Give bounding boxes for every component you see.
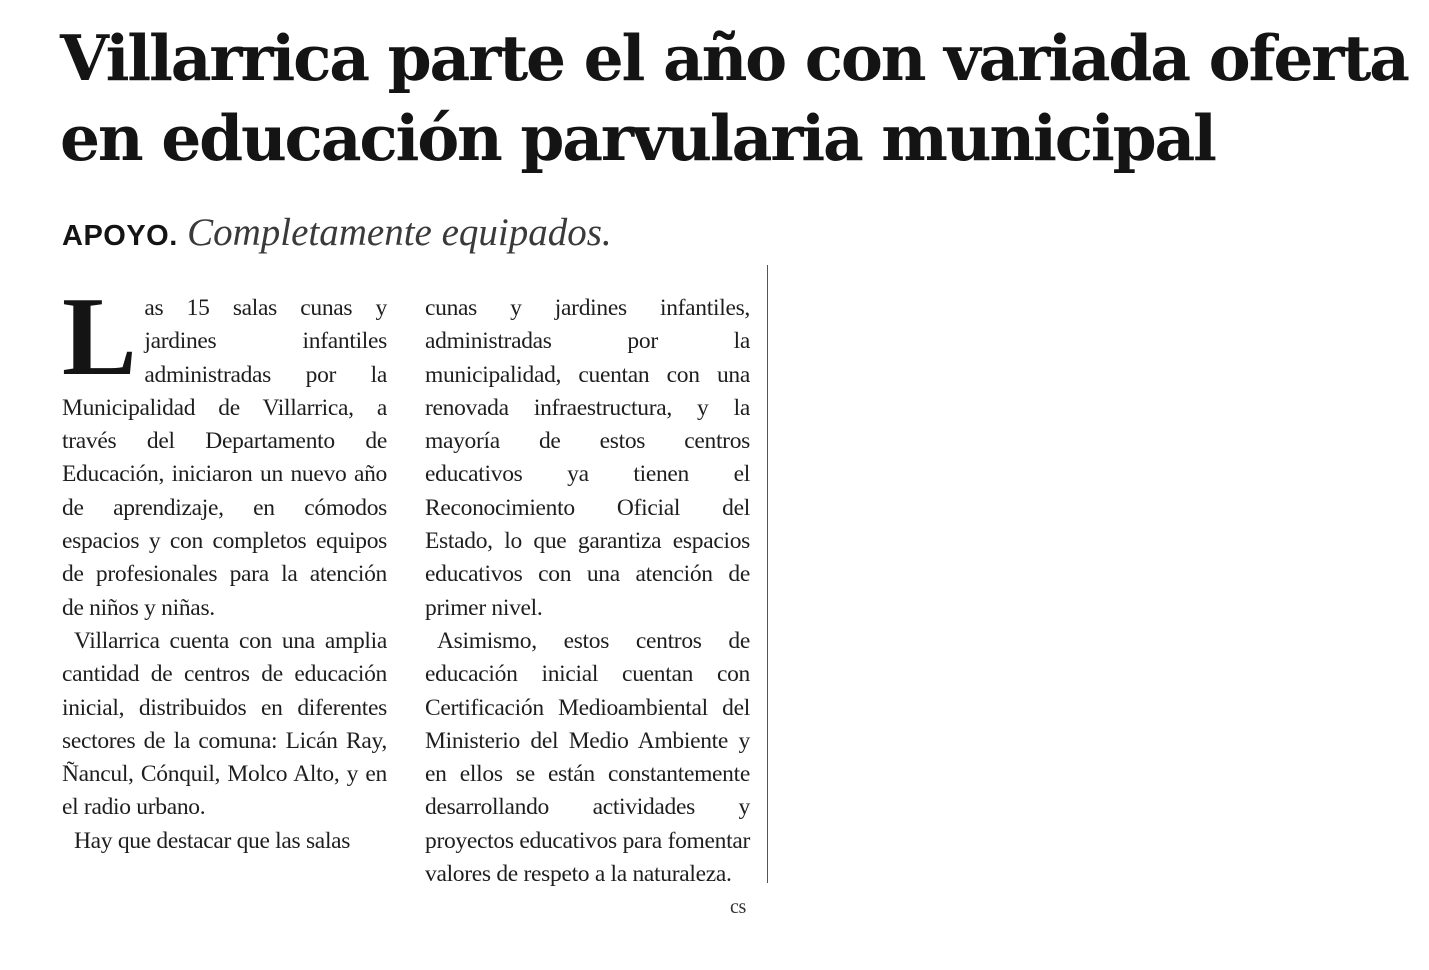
drop-cap: L — [62, 275, 137, 399]
column-divider — [767, 265, 768, 883]
headline-line-2: en educación parvularia municipal — [60, 101, 1215, 175]
paragraph-text: as 15 salas cunas y jardines infantiles administradas por la Municipalidad de Villarrica, a través del Departamento de Educación, iniciaron un nuevo año de aprendizaje, en cómodos espacios y con completos equipos de profesionales para la atención de niños y niñas. — [62, 295, 387, 621]
headline-line-1: Villarrica parte el año con variada oferta — [60, 21, 1408, 95]
article-column-2 — [425, 292, 750, 925]
kicker — [62, 208, 612, 261]
paragraph: Hay que destacar que las salas — [74, 827, 351, 854]
paragraph: cunas y jardines infantiles, administradas por la municipalidad, cuentan con una renovada infraestructura, y la mayoría de estos centros educativos ya tienen el Reconocimiento Oficial del Estado, lo que garantiza espacios educativos con una atención de primer nivel. — [425, 295, 750, 621]
end-of-article-mark: cs — [729, 896, 746, 919]
article-column-1 — [62, 275, 387, 858]
headline — [60, 18, 1408, 178]
kicker-text: Completamente equipados. — [187, 211, 612, 254]
paragraph: Villarrica cuenta con una amplia cantidad de centros de educación inicial, distribuidos en diferentes sectores de la comuna: Licán Ray, Ñancul, Cónquil, Molco Alto, y en el radio urbano. — [62, 627, 387, 821]
paragraph-text: Asimismo, estos centros de educación inicial cuentan con Certificación Medioambiental del Ministerio del Medio Ambiente y en ellos se están constantemente desarrollando actividades y proyectos educativos para fomentar valores de respeto a la naturaleza. — [425, 627, 750, 888]
paragraph — [62, 275, 387, 625]
paragraph — [425, 625, 750, 919]
kicker-label: APOYO. — [62, 220, 178, 252]
